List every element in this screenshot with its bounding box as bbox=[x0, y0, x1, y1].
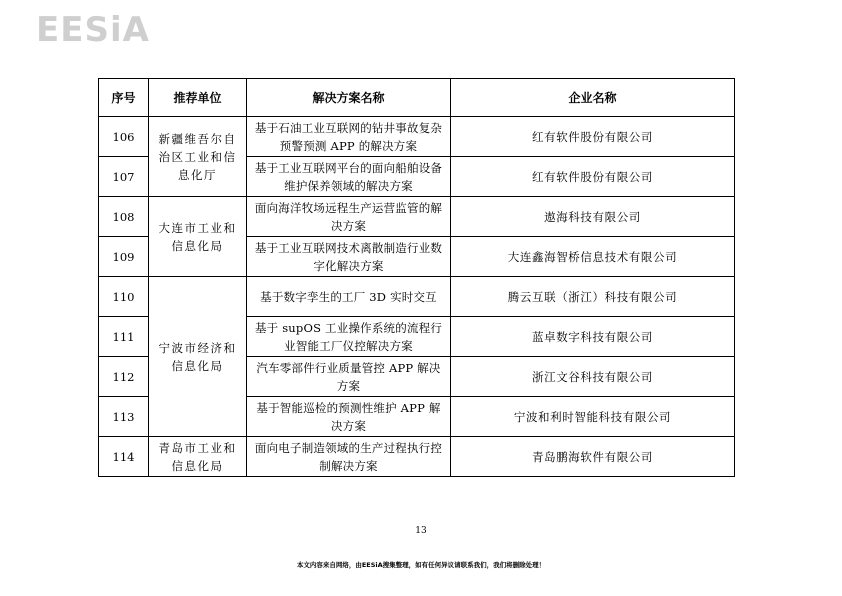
header-unit: 推荐单位 bbox=[149, 79, 247, 117]
recommending-unit: 宁波市经济和信息化局 bbox=[149, 277, 247, 437]
company-name: 青岛鹏海软件有限公司 bbox=[451, 437, 735, 477]
row-number: 113 bbox=[99, 397, 149, 437]
company-name: 大连鑫海智桥信息技术有限公司 bbox=[451, 237, 735, 277]
row-number: 107 bbox=[99, 157, 149, 197]
solution-name: 面向海洋牧场远程生产运营监管的解决方案 bbox=[247, 197, 451, 237]
solution-name: 基于石油工业互联网的钻井事故复杂预警预测 APP 的解决方案 bbox=[247, 117, 451, 157]
recommending-unit: 新疆维吾尔自治区工业和信息化厅 bbox=[149, 117, 247, 197]
footer-disclaimer: 本文内容来自网络，由EESiA搜集整理，如有任何异议请联系我们，我们将删除处理！ bbox=[296, 561, 546, 569]
company-name: 遨海科技有限公司 bbox=[451, 197, 735, 237]
table-header-row bbox=[99, 79, 735, 117]
row-number: 106 bbox=[99, 117, 149, 157]
solution-name: 面向电子制造领域的生产过程执行控制解决方案 bbox=[247, 437, 451, 477]
company-name: 浙江文谷科技有限公司 bbox=[451, 357, 735, 397]
row-number: 114 bbox=[99, 437, 149, 477]
company-name: 红有软件股份有限公司 bbox=[451, 117, 735, 157]
row-number: 111 bbox=[99, 317, 149, 357]
table-row bbox=[99, 437, 735, 477]
header-solution: 解决方案名称 bbox=[247, 79, 451, 117]
row-number: 109 bbox=[99, 237, 149, 277]
company-name: 宁波和利时智能科技有限公司 bbox=[451, 397, 735, 437]
header-company: 企业名称 bbox=[451, 79, 735, 117]
company-name: 蓝卓数字科技有限公司 bbox=[451, 317, 735, 357]
recommending-unit: 青岛市工业和信息化局 bbox=[149, 437, 247, 477]
company-name: 腾云互联（浙江）科技有限公司 bbox=[451, 277, 735, 317]
solution-name: 基于智能巡检的预测性维护 APP 解决方案 bbox=[247, 397, 451, 437]
solution-name: 基于 supOS 工业操作系统的流程行业智能工厂仪控解决方案 bbox=[247, 317, 451, 357]
row-number: 108 bbox=[99, 197, 149, 237]
solution-name: 基于工业互联网平台的面向船舶设备维护保养领域的解决方案 bbox=[247, 157, 451, 197]
company-name: 红有软件股份有限公司 bbox=[451, 157, 735, 197]
table-row bbox=[99, 197, 735, 237]
row-number: 110 bbox=[99, 277, 149, 317]
solution-name: 汽车零部件行业质量管控 APP 解决方案 bbox=[247, 357, 451, 397]
solution-name: 基于数字孪生的工厂 3D 实时交互 bbox=[247, 277, 451, 317]
eesia-logo: EESiA bbox=[36, 10, 150, 50]
solution-name: 基于工业互联网技术离散制造行业数字化解决方案 bbox=[247, 237, 451, 277]
table-row bbox=[99, 117, 735, 157]
header-no: 序号 bbox=[99, 79, 149, 117]
recommending-unit: 大连市工业和信息化局 bbox=[149, 197, 247, 277]
table-row bbox=[99, 277, 735, 317]
solutions-table bbox=[98, 78, 735, 477]
row-number: 112 bbox=[99, 357, 149, 397]
page-number: 13 bbox=[415, 526, 427, 536]
